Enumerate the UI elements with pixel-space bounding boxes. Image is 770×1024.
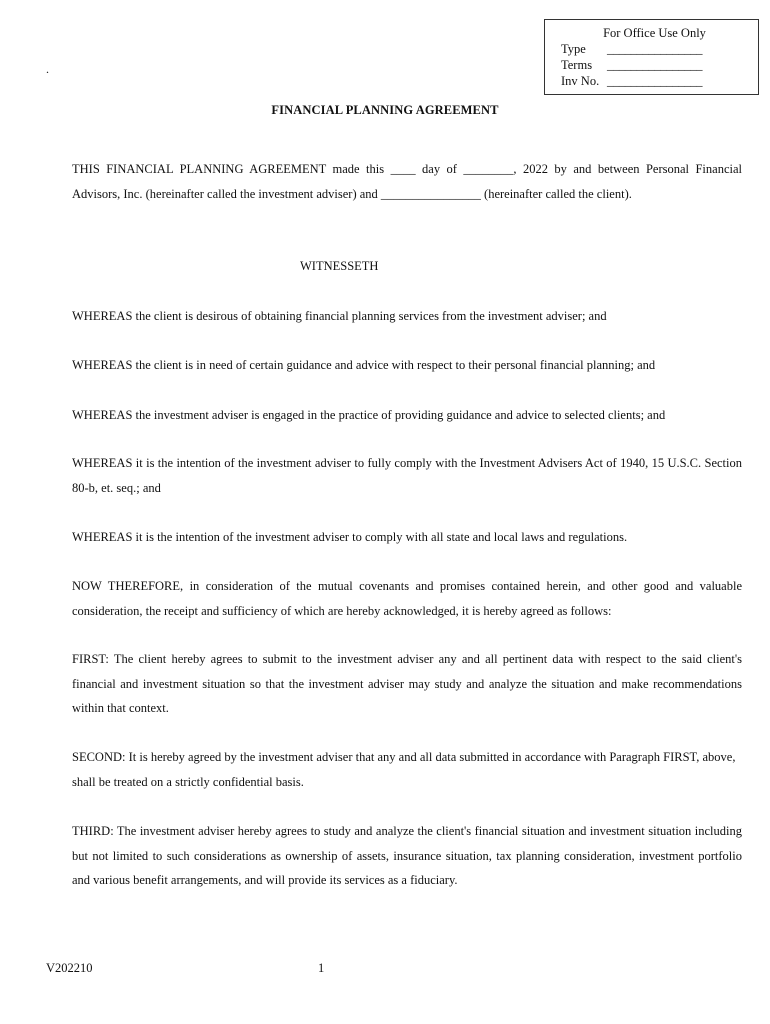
office-row-type <box>561 41 748 57</box>
office-row-blank: ________________ <box>607 42 703 56</box>
office-row-inv-no <box>561 73 748 89</box>
witnesseth-heading: WITNESSETH <box>300 259 379 273</box>
stray-mark: . <box>46 62 49 76</box>
office-row-label: Inv No. <box>561 74 600 88</box>
document-title: FINANCIAL PLANNING AGREEMENT <box>271 103 499 117</box>
second-clause: SECOND: It is hereby agreed by the investment adviser that any and all data submitted in accordance with Paragraph FIRST, above, shall be treated on a strictly confidential basis. <box>72 750 736 789</box>
office-row-label: Terms <box>561 58 593 72</box>
office-row-terms <box>561 57 748 73</box>
first-clause: FIRST: The client hereby agrees to submit to the investment adviser any and all pertinent data with respect to the said client's financial and investment situation so that the investment adviser may study and analyze the situation and make recommendations within that context. <box>72 652 742 715</box>
whereas-clause-4: WHEREAS it is the intention of the investment adviser to fully comply with the Investment Advisers Act of 1940, 15 U.S.C. Section 80-b, et. seq.; and <box>72 456 742 495</box>
whereas-clause-1: WHEREAS the client is desirous of obtaining financial planning services from the investment adviser; and <box>72 309 607 323</box>
whereas-clause-2: WHEREAS the client is in need of certain guidance and advice with respect to their personal financial planning; and <box>72 358 656 372</box>
whereas-clause-3: WHEREAS the investment adviser is engaged in the practice of providing guidance and advice to selected clients; and <box>72 408 666 422</box>
office-row-blank: ________________ <box>607 74 703 88</box>
third-clause: THIRD: The investment adviser hereby agrees to study and analyze the client's financial situation and investment situation including but not limited to such considerations as ownership of assets, insurance situation, tax planning consideration, investment portfolio and various benefit arrangements, and will provide its services as a fiduciary. <box>72 824 742 887</box>
office-row-blank: ________________ <box>607 58 703 72</box>
now-therefore-paragraph: NOW THEREFORE, in consideration of the mutual covenants and promises contained herein, and other good and valuable consideration, the receipt and sufficiency of which are hereby acknowledged, it is hereby agreed as follows: <box>72 579 742 618</box>
page-number: 1 <box>318 961 325 975</box>
office-row-label: Type <box>561 42 586 56</box>
intro-paragraph: THIS FINANCIAL PLANNING AGREEMENT made this ____ day of ________, 2022 by and between Personal Financial Advisors, Inc. (hereinafter called the investment adviser) and ________________ (hereinafter called the client). <box>72 162 742 201</box>
footer-version: V202210 <box>46 961 93 975</box>
office-use-title: For Office Use Only <box>603 26 706 40</box>
whereas-clause-5: WHEREAS it is the intention of the investment adviser to comply with all state and local laws and regulations. <box>72 530 628 544</box>
office-use-box <box>544 19 759 95</box>
